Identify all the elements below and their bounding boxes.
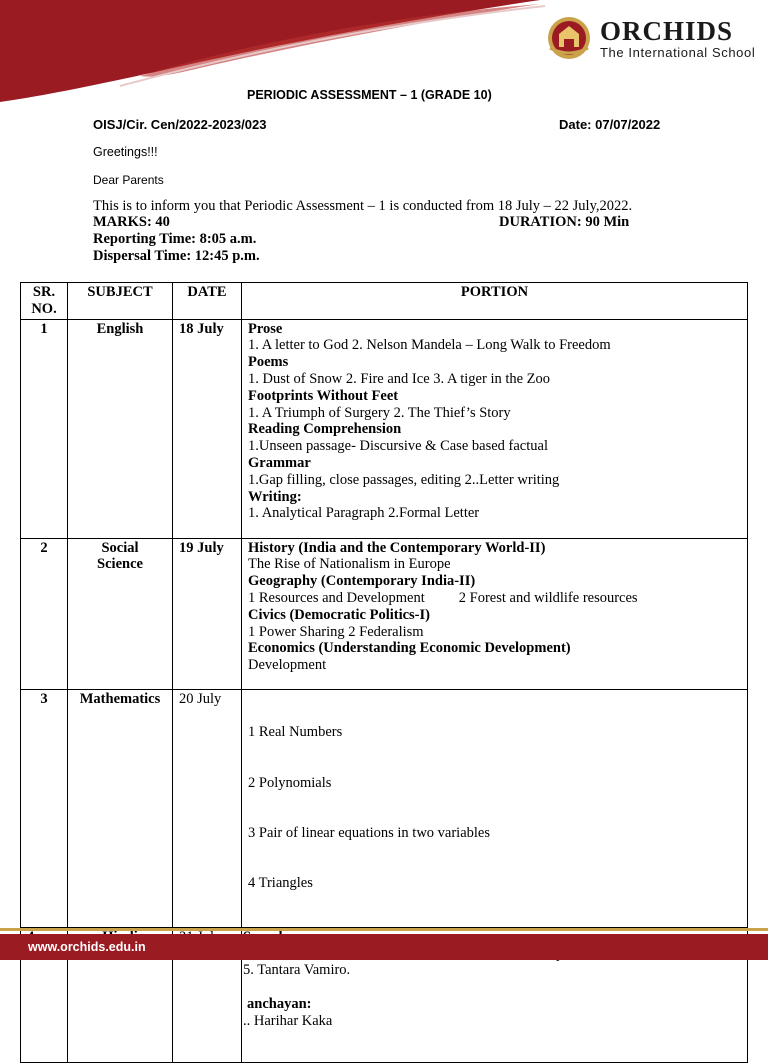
portion-line: 1.Unseen passage- Discursive & Case based factual: [248, 438, 548, 455]
portion-heading: Grammar: [248, 454, 311, 471]
row-subject: English: [68, 319, 173, 538]
table-header-row: [21, 283, 748, 320]
header-portion: PORTION: [242, 283, 748, 320]
reporting-time: Reporting Time: 8:05 a.m.: [93, 231, 257, 247]
portion-heading: Writing:: [248, 488, 302, 505]
row-date: 20 July: [173, 689, 242, 927]
table-row: [21, 689, 748, 927]
portion-line: 1 Power Sharing 2 Federalism: [248, 623, 424, 640]
document-title: PERIODIC ASSESSMENT – 1 (GRADE 10): [247, 88, 492, 102]
portion-heading: Economics (Understanding Economic Development): [248, 640, 571, 657]
portion-line: .. Harihar Kaka: [243, 1012, 333, 1029]
row-date: 19 July: [173, 538, 242, 689]
duration-text: DURATION: 90 Min: [499, 214, 630, 230]
row-sr: 3: [21, 689, 68, 927]
portion-line: 1. Dust of Snow 2. Fire and Ice 3. A tiger in the Zoo: [248, 370, 551, 387]
portion-line: Development: [248, 657, 327, 674]
intro-text: This is to inform you that Periodic Assessment – 1 is conducted from 18 July – 22 July,2022.: [93, 198, 633, 214]
row-sr: 1: [21, 319, 68, 538]
portion-heading: anchayan:: [247, 995, 312, 1012]
portion-line: The Rise of Nationalism in Europe: [248, 556, 451, 573]
portion-line: 1.Gap filling, close passages, editing 2..Letter writing: [248, 471, 560, 488]
school-logo: [542, 14, 756, 62]
portion-heading: Reading Comprehension: [248, 421, 402, 438]
table-row: [21, 319, 748, 538]
row-subject: Social Science: [68, 538, 173, 689]
header-date: DATE: [173, 283, 242, 320]
portion-heading: Footprints Without Feet: [248, 387, 399, 404]
portion-line: 5. Tantara Vamiro.: [243, 962, 351, 979]
portion-heading: Geography (Contemporary India-II): [248, 573, 476, 590]
row-sr: 2: [21, 538, 68, 689]
portion-line: 1. A letter to God 2. Nelson Mandela – Long Walk to Freedom: [248, 337, 611, 354]
school-name: ORCHIDS: [600, 16, 734, 46]
header-subject: SUBJECT: [68, 283, 173, 320]
portion-heading: Civics (Democratic Politics-I): [248, 606, 430, 623]
marks-text: MARKS: 40: [93, 214, 170, 230]
portion-line: 1 Resources and Development 2 Forest and wildlife resources: [248, 589, 638, 606]
row-portion: [242, 538, 748, 689]
crest-icon: [542, 14, 596, 62]
portion-line: 1 Real Numbers: [248, 724, 343, 741]
spacer: [243, 979, 741, 996]
portion-line: 1. A Triumph of Surgery 2. The Thief’s Story: [248, 404, 511, 421]
row-portion: [242, 319, 748, 538]
row-subject: Mathematics: [68, 689, 173, 927]
portion-line: 2 Polynomials: [248, 774, 332, 791]
circular-number: OISJ/Cir. Cen/2022-2023/023: [93, 117, 267, 132]
table-row: [21, 538, 748, 689]
greeting: Greetings!!!: [93, 145, 158, 159]
school-tagline: The International School: [600, 45, 756, 60]
portion-heading: Prose: [248, 320, 283, 337]
portion-line: 3 Pair of linear equations in two variables: [248, 824, 491, 841]
website-link[interactable]: www.orchids.edu.in: [28, 940, 146, 954]
row-date: 18 July: [173, 319, 242, 538]
dispersal-time: Dispersal Time: 12:45 p.m.: [93, 248, 260, 264]
portion-line: 4 Triangles: [248, 875, 313, 892]
circular-date: Date: 07/07/2022: [559, 117, 661, 132]
portion-heading: History (India and the Contemporary World-II): [248, 539, 546, 556]
portion-heading: Poems: [248, 354, 289, 371]
portion-line: 1. Analytical Paragraph 2.Formal Letter: [248, 505, 480, 522]
salutation: Dear Parents: [93, 173, 164, 187]
header-sr: SR. NO.: [21, 283, 68, 320]
row-portion: [242, 689, 748, 927]
